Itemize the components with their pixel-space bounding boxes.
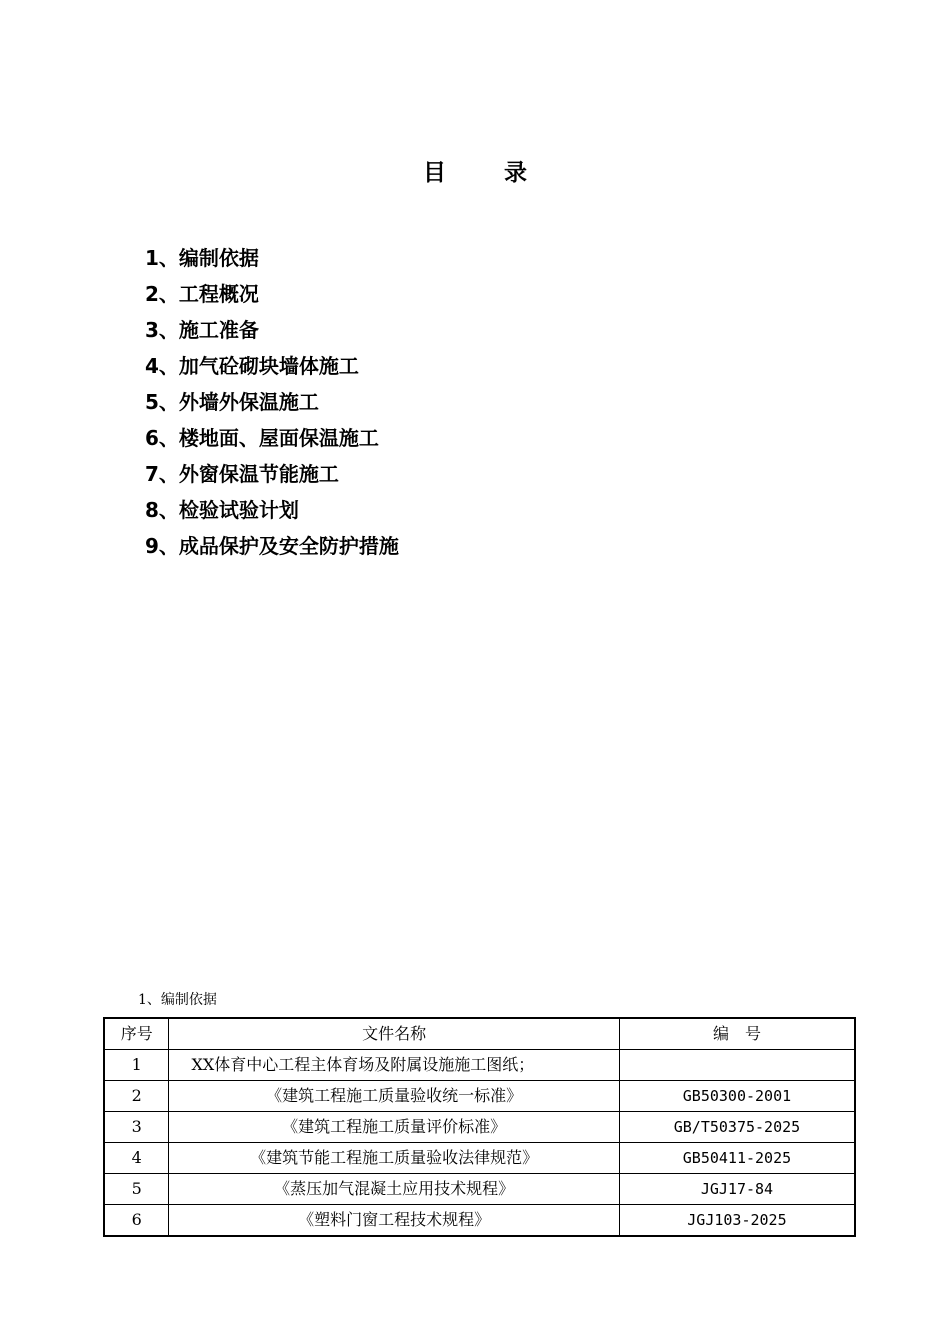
row-number: 1 <box>104 1050 169 1081</box>
row-document-name: 《建筑工程施工质量评价标准》 <box>169 1112 619 1143</box>
table-row <box>104 1081 855 1112</box>
reference-table <box>103 1017 856 1237</box>
row-number: 5 <box>104 1174 169 1205</box>
toc-item-6: 6、楼地面、屋面保温施工 <box>145 426 379 450</box>
row-number: 3 <box>104 1112 169 1143</box>
row-number: 2 <box>104 1081 169 1112</box>
row-code <box>619 1050 855 1081</box>
row-document-name: 《建筑工程施工质量验收统一标准》 <box>169 1081 619 1112</box>
toc-title <box>0 154 950 187</box>
section-caption: 1、编制依据 <box>138 992 217 1008</box>
table-row <box>104 1143 855 1174</box>
toc-item-4: 4、加气砼砌块墙体施工 <box>145 354 359 378</box>
row-code: JGJ17-84 <box>619 1174 855 1205</box>
header-number: 序号 <box>104 1018 169 1050</box>
toc-item-3: 3、施工准备 <box>145 318 259 342</box>
toc-item-5: 5、外墙外保温施工 <box>145 390 319 414</box>
row-code: JGJ103-2025 <box>619 1205 855 1237</box>
row-code: GB50411-2025 <box>619 1143 855 1174</box>
table-header-row <box>104 1018 855 1050</box>
toc-item-2: 2、工程概况 <box>145 282 259 306</box>
header-document-name: 文件名称 <box>169 1018 619 1050</box>
toc-title-left: 目 <box>423 160 446 186</box>
toc-item-7: 7、外窗保温节能施工 <box>145 462 339 486</box>
row-number: 4 <box>104 1143 169 1174</box>
table-row <box>104 1050 855 1081</box>
toc-item-8: 8、检验试验计划 <box>145 498 299 522</box>
toc-item-1: 1、编制依据 <box>145 246 259 270</box>
toc-item-9: 9、成品保护及安全防护措施 <box>145 534 399 558</box>
header-code: 编 号 <box>619 1018 855 1050</box>
row-code: GB/T50375-2025 <box>619 1112 855 1143</box>
row-document-name: 《建筑节能工程施工质量验收法律规范》 <box>169 1143 619 1174</box>
toc-list <box>145 240 399 564</box>
row-number: 6 <box>104 1205 169 1237</box>
row-document-name: 《蒸压加气混凝土应用技术规程》 <box>169 1174 619 1205</box>
table-row <box>104 1112 855 1143</box>
table-row <box>104 1205 855 1237</box>
row-document-name: 《塑料门窗工程技术规程》 <box>169 1205 619 1237</box>
table-row <box>104 1174 855 1205</box>
row-document-name: XX体育中心工程主体育场及附属设施施工图纸； <box>169 1050 619 1081</box>
toc-title-right: 录 <box>504 160 527 186</box>
row-code: GB50300-2001 <box>619 1081 855 1112</box>
